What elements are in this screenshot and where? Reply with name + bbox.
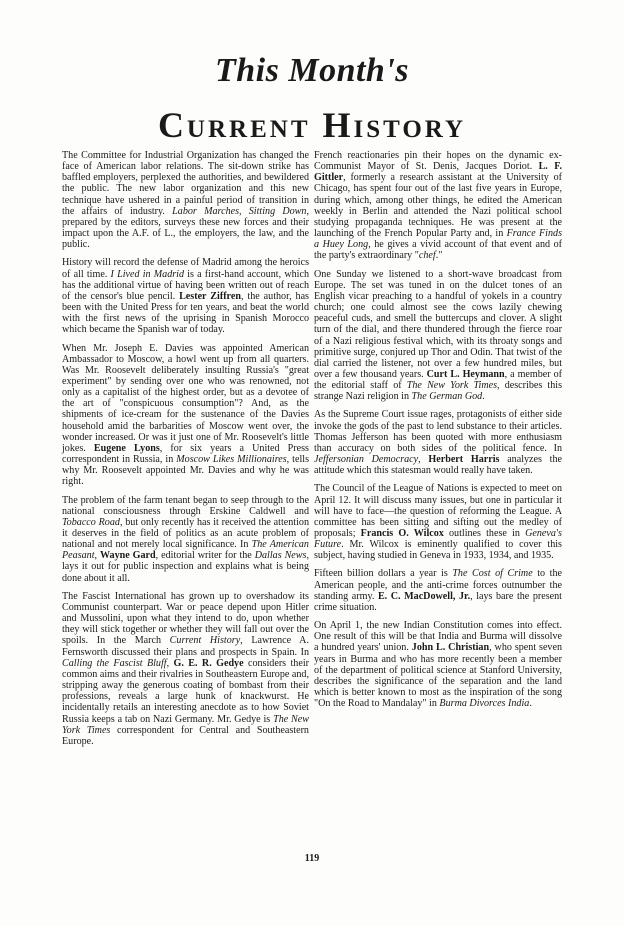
body-text: , for six years a United Press correspondent in Russia, in	[62, 442, 309, 466]
right-column-paragraph	[314, 568, 562, 613]
body-text: outlines these in	[443, 528, 526, 539]
body-text: The Council of the League of Nations is expected to meet on April 12. It will discuss many issues, but one in particular it will have to face—the question of reforming the League. A committee has been sitting and sifting out the medley of proposals;	[314, 483, 562, 539]
italic-title: The American Peasant	[62, 539, 309, 562]
italic-title: Labor Marches, Sitting Down	[172, 205, 307, 217]
author-name: Wayne Gard	[100, 550, 156, 562]
italic-title: I Lived in Madrid	[110, 268, 185, 280]
italic-title: Jeffersonian Democracy	[314, 454, 419, 466]
body-text: , the author, has been with the United Press for ten years, and beat the world with the first news of the uprising in Spanish Morocco which became the Spanish war of today.	[62, 290, 309, 336]
italic-title: Current History	[169, 635, 241, 647]
body-text: , but only recently has it received the attention it deserves in the field of politics as an acute problem of national and not merely local significance. In	[62, 516, 309, 551]
author-name: Eugene Lyons	[93, 442, 160, 454]
body-text: ,	[418, 454, 429, 466]
author-name: Herbert Harris	[428, 454, 500, 466]
author-name: Lester Ziffren	[179, 290, 241, 302]
body-text: French reactionaries pin their hopes on the dynamic ex-Communist Mayor of St. Denis, Jacques Doriot.	[314, 150, 562, 173]
author-name: E. C. MacDowell, Jr.	[377, 590, 471, 602]
body-text: One Sunday we listened to a short-wave broadcast from Europe. The set was tuned in on the dulcet tones of an English vicar preaching to a handful of yokels in a country church; one could almost see the cows lazily chewing peaceful cuds, and smell the buttercups and clover. A slight turn of the dial, and there thundered through the fierce roar of a Nazi religious festival which, with its throaty songs and primitive surge, conjured up Thor and Odin. That twist of the dial carried the listener, not over a few hundred miles, but over a few thousand years.	[314, 268, 562, 380]
left-column-paragraph	[62, 257, 309, 335]
body-text: When Mr. Joseph E. Davies was appointed American Ambassador to Moscow, a howl went up from all quarters. Was Mr. Roosevelt deliberately insulting Russia's "great experiment" by sending over one who was renowned, not only as a capitalist of the highest order, but as a devotee of the art of "conspicuous consumption"? And, as the shipments of ice-cream for the sustenance of the Davies household amid the barbarities of Moscow went over, the wonder increased. Or was it just one of Mr. Roosevelt's little jokes.	[62, 342, 309, 454]
page-title-line-2: Current History	[157, 105, 467, 145]
right-column-paragraph	[314, 620, 562, 709]
left-column	[62, 150, 309, 754]
body-text: Fifteen billion dollars a year is	[314, 568, 453, 580]
right-column-paragraph	[314, 483, 562, 561]
body-text: is a first-hand account, which has the additional virtue of having been written out of reach of the censor's blue pencil.	[62, 268, 309, 302]
body-text: , who spent seven years in Burma and who has more recently been a member of the department of political science at Stanford University, describes the significance of the separation and the land which is better known to most as the inspiration of the song "On the Road to Mandalay" in	[314, 642, 562, 710]
body-text: ."	[435, 250, 443, 262]
italic-title: The New York Times	[406, 380, 498, 392]
body-text: , prepared by the editors, surveys these new forces and their impact upon the A.F. of L., the employers, the law, and the public.	[62, 205, 309, 251]
italic-title: The New York Times	[62, 713, 310, 736]
body-text: The Committee for Industrial Organization has changed the face of American labor relations. The sit-down strike has baffled employers, perplexed the authorities, and bewildered the public. The new labor organization and this new technique have ushered in a painful period of transition in the affairs of industry.	[62, 150, 309, 217]
italic-title: Dallas News	[254, 550, 307, 562]
body-text: , describes this strange Nazi religion in	[314, 380, 563, 403]
left-column-paragraph	[62, 150, 309, 250]
left-column-paragraph	[62, 591, 309, 747]
body-text: , editorial writer for the	[155, 550, 255, 562]
body-text: to the American people, and the anti-crime forces outnumber the standing army.	[314, 568, 562, 602]
author-name: G. E. R. Gedye	[173, 657, 244, 669]
italic-title: chef	[418, 250, 436, 262]
body-text: . Mr. Wilcox is eminently qualified to cover this subject, having studied in Geneva in 1933, 1934, and 1935.	[314, 539, 562, 562]
italic-title: Tobacco Road	[62, 516, 120, 528]
page-title-line-1: This Month's	[214, 52, 410, 89]
left-column-paragraph	[62, 343, 309, 488]
italic-title: The German God	[411, 391, 483, 403]
right-column	[314, 150, 562, 716]
body-text: , a member of the editorial staff of	[314, 368, 563, 392]
body-text: considers their common aims and their rivalries in Southeastern Europe and, stripping away the generous coating of bombast from their professions, reveals a large hunk of knackwurst. He incidentally retails an interesting anecdote as to how Soviet Russia keeps a tab on Nazi Germany. Mr. Gedye is	[62, 657, 309, 725]
page-number: 119	[304, 853, 320, 864]
body-text: analyzes the attitude which this statesman would really have taken.	[314, 454, 562, 477]
body-text: , lays bare the present crime situation.	[314, 590, 562, 613]
body-text: History will record the defense of Madrid among the heroics of all time.	[62, 257, 309, 280]
body-text: , formerly a research assistant at the University of Chicago, has spent four out of the last five years in Europe, during which, among other things, he edited the American weekly in Berlin and attended the Nazi political school studying propaganda techniques. He was present at the launching of the French Popular Party and, in	[314, 172, 562, 240]
right-column-paragraph	[314, 150, 562, 262]
body-text: As the Supreme Court issue rages, protagonists of either side invoke the gods of the past to lend substance to their articles. Thomas Jefferson has been quoted with more enthusiasm than accuracy on both sides of the political fence. In	[314, 409, 562, 454]
body-text: , lays it out for public inspection and explains what is being done about it all.	[62, 550, 309, 584]
right-column-paragraph	[314, 269, 562, 403]
italic-title: Burma Divorces India	[439, 698, 530, 710]
body-text: On April 1, the new Indian Constitution comes into effect. One result of this will be that India and Burma will dissolve a hundred years' union.	[314, 620, 562, 654]
body-text: correspondent for Central and Southeastern Europe.	[62, 724, 309, 747]
body-text: .	[482, 391, 485, 403]
body-text: The Fascist International has grown up to overshadow its Communist counterpart. War or peace depend upon Hitler and Mussolini, upon what they intend to do, upon whether they will stick together or whether they will fall out over the spoils. In the March	[62, 590, 309, 647]
right-column-paragraph	[314, 409, 562, 476]
italic-title: Geneva's Future	[314, 528, 562, 551]
italic-title: The Cost of Crime	[452, 568, 533, 580]
author-name: Curt L. Heymann	[426, 368, 505, 380]
left-column-paragraph	[62, 495, 309, 584]
body-text: The problem of the farm tenant began to seep through to the national consciousness through Erskine Caldwell and	[62, 494, 309, 517]
italic-title: Calling the Fascist Bluff	[62, 657, 167, 669]
body-text: ,	[166, 657, 174, 669]
body-text: ,	[94, 550, 100, 562]
author-name: Francis O. Wilcox	[360, 528, 444, 539]
italic-title: Moscow Likes Millionaires	[176, 454, 287, 466]
author-name: John L. Christian	[411, 642, 490, 654]
author-name: L. F. Gittler	[314, 161, 562, 184]
body-text: , he gives a vivid account of that event and of the party's extraordinary "	[314, 239, 562, 262]
body-text: .	[529, 698, 532, 710]
italic-title: France Finds a Huey Long	[314, 228, 562, 251]
body-text: , tells why Mr. Roosevelt appointed Mr. Davies and why he was right.	[62, 454, 309, 488]
body-text: , Lawrence A. Fernsworth discussed their plans and prospects in Spain. In	[62, 635, 309, 658]
